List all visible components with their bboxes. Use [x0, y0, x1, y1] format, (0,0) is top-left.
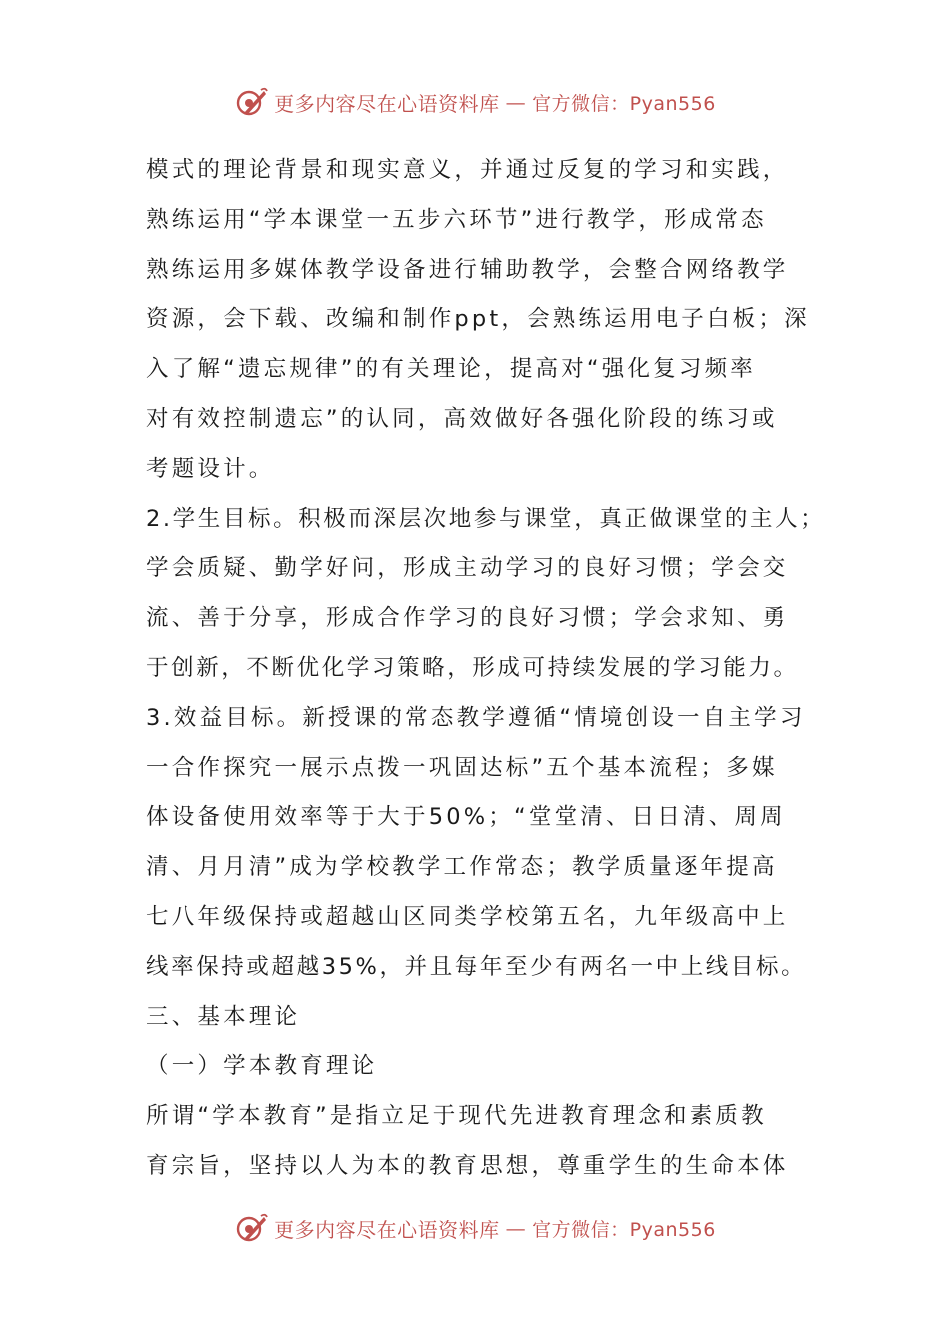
text-line: 资源，会下载、改编和制作ppt，会熟练运用电子白板；深 — [146, 306, 810, 333]
text-line: 3.效益目标。新授课的常态教学遵循“情境创设一自主学习 — [146, 704, 806, 731]
watermark-separator: — — [505, 1216, 527, 1240]
text-line: 清、月月清”成为学校教学工作常态；教学质量逐年提高 — [146, 854, 778, 881]
watermark-brand-text: 更多内容尽在心语资料库 — [274, 91, 500, 116]
text-line: 学会质疑、勤学好问，形成主动学习的良好习惯；学会交 — [146, 555, 789, 582]
watermark-separator: — — [505, 90, 527, 114]
document-body — [146, 146, 836, 1192]
text-line: 考题设计。 — [146, 455, 275, 482]
pen-logo-icon — [234, 85, 268, 119]
text-line: 育宗旨，坚持以人为本的教育思想，尊重学生的生命本体 — [146, 1152, 789, 1179]
section-heading: 三、基本理论 — [146, 1003, 301, 1030]
text-line: 所谓“学本教育”是指立足于现代先进教育理念和素质教 — [146, 1103, 767, 1130]
text-line: 线率保持或超越35%，并且每年至少有两名一中上线目标。 — [146, 953, 807, 980]
text-line: 于创新，不断优化学习策略，形成可持续发展的学习能力。 — [146, 654, 799, 681]
text-line: 入了解“遗忘规律”的有关理论，提高对“强化复习频率 — [146, 356, 756, 383]
pen-logo-icon — [234, 1211, 268, 1245]
footer-watermark — [0, 1208, 950, 1248]
text-line: 熟练运用“学本课堂一五步六环节”进行教学，形成常态 — [146, 206, 767, 233]
header-watermark — [0, 82, 950, 122]
text-line: 2.学生目标。积极而深层次地参与课堂，真正做课堂的主人； — [146, 505, 826, 532]
watermark-account-text: 官方微信：Pyan556 — [532, 1218, 716, 1241]
text-line: 体设备使用效率等于大于50%；“堂堂清、日日清、周周 — [146, 804, 786, 831]
subsection-heading: （一）学本教育理论 — [146, 1053, 378, 1080]
watermark-account-text: 官方微信：Pyan556 — [532, 92, 716, 115]
text-line: 七八年级保持或超越山区同类学校第五名，九年级高中上 — [146, 903, 789, 930]
text-line: 一合作探究一展示点拨一巩固达标”五个基本流程；多媒 — [146, 754, 778, 781]
text-line: 流、善于分享，形成合作学习的良好习惯；学会求知、勇 — [146, 605, 789, 632]
watermark-brand-text: 更多内容尽在心语资料库 — [274, 1217, 500, 1242]
text-line: 熟练运用多媒体教学设备进行辅助教学，会整合网络教学 — [146, 256, 789, 283]
text-line: 对有效控制遗忘”的认同，高效做好各强化阶段的练习或 — [146, 405, 778, 432]
text-line: 模式的理论背景和现实意义，并通过反复的学习和实践， — [146, 157, 789, 183]
